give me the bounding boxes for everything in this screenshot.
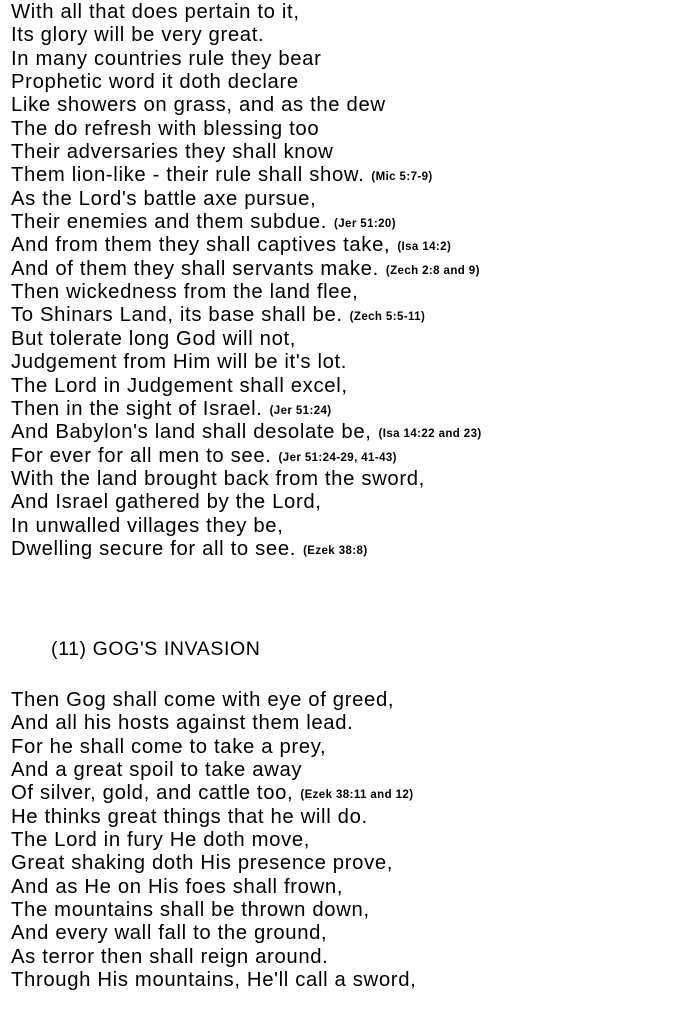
poem-line <box>11 118 683 141</box>
poem-line <box>11 806 683 829</box>
line-text: And of them they shall servants make. <box>11 257 379 280</box>
poem-line <box>11 351 683 374</box>
poem-line <box>11 24 683 47</box>
scripture-reference: (Isa 14:2) <box>397 241 452 254</box>
poem-line <box>11 852 683 875</box>
line-text: To Shinars Land, its base shall be. <box>11 304 343 327</box>
poem-line <box>11 445 683 468</box>
line-text: He thinks great things that he will do. <box>11 805 368 828</box>
line-text: In many countries rule they bear <box>11 47 322 70</box>
line-text: Their enemies and them subdue. <box>11 211 328 234</box>
scripture-reference: (Jer 51:24-29, 41-43) <box>278 451 397 464</box>
line-text: Like showers on grass, and as the dew <box>11 94 386 117</box>
line-text: And every wall fall to the ground, <box>11 922 328 945</box>
line-text: Then in the sight of Israel. <box>11 397 263 420</box>
section-heading: (11) GOG'S INVASION <box>51 638 261 660</box>
line-text: And Israel gathered by the Lord, <box>11 491 322 514</box>
line-text: And all his hosts against them lead. <box>11 712 354 735</box>
scripture-reference: (Isa 14:22 and 23) <box>378 428 482 441</box>
line-text: Its glory will be very great. <box>11 24 265 47</box>
poem-line <box>11 188 683 211</box>
poem-line <box>11 876 683 899</box>
scripture-reference: (Zech 5:5-11) <box>349 311 426 324</box>
line-text: Great shaking doth His presence prove, <box>11 852 394 875</box>
line-text: But tolerate long God will not, <box>11 327 297 350</box>
scripture-reference: (Mic 5:7-9) <box>371 171 433 184</box>
line-text: Then wickedness from the land flee, <box>11 281 359 304</box>
poem-line <box>11 234 683 257</box>
line-text: The do refresh with blessing too <box>11 117 320 140</box>
poem-line <box>11 421 683 444</box>
scripture-reference: (Zech 2:8 and 9) <box>385 264 480 277</box>
poem-line <box>11 829 683 852</box>
line-text: For ever for all men to see. <box>11 444 272 467</box>
poem-line <box>11 515 683 538</box>
line-text: In unwalled villages they be, <box>11 514 284 537</box>
scripture-reference: (Ezek 38:11 and 12) <box>300 789 414 802</box>
poem-line <box>11 398 683 421</box>
line-text: Through His mountains, He'll call a sword, <box>11 969 417 992</box>
line-text: With all that does pertain to it, <box>11 1 300 23</box>
line-text: Their adversaries they shall know <box>11 141 334 164</box>
line-text: The Lord in fury He doth move, <box>11 829 311 852</box>
line-text: The Lord in Judgement shall excel, <box>11 374 348 397</box>
scripture-reference: (Ezek 38:8) <box>303 544 368 557</box>
stanza-2 <box>11 689 683 992</box>
poem-line <box>11 375 683 398</box>
poem-line <box>11 689 683 712</box>
line-text: For he shall come to take a prey, <box>11 735 327 758</box>
poem-line <box>11 946 683 969</box>
line-text: Dwelling secure for all to see. <box>11 537 297 560</box>
poem-line <box>11 304 683 327</box>
poem-line <box>11 736 683 759</box>
poem-line <box>11 922 683 945</box>
line-text: And from them they shall captives take, <box>11 234 391 257</box>
poem-line <box>11 712 683 735</box>
poem-line <box>11 71 683 94</box>
poem-line <box>11 538 683 561</box>
line-text: Them lion-like - their rule shall show. <box>11 164 365 187</box>
line-text: Then Gog shall come with eye of greed, <box>11 689 395 711</box>
line-text: And as He on His foes shall frown, <box>11 875 344 898</box>
line-text: As the Lord's battle axe pursue, <box>11 187 317 210</box>
poem-line <box>11 759 683 782</box>
poem-line <box>11 969 683 992</box>
poem-line <box>11 782 683 805</box>
scripture-reference: (Jer 51:24) <box>269 404 332 417</box>
line-text: The mountains shall be thrown down, <box>11 899 370 922</box>
poem-line <box>11 164 683 187</box>
poem-line <box>11 1 683 24</box>
scripture-reference: (Jer 51:20) <box>334 218 396 231</box>
poem-line <box>11 468 683 491</box>
poem-line <box>11 211 683 234</box>
line-text: And a great spoil to take away <box>11 759 303 782</box>
line-text: Judgement from Him will be it's lot. <box>11 351 348 374</box>
line-text: As terror then shall reign around. <box>11 945 329 968</box>
line-text: Prophetic word it doth declare <box>11 71 299 94</box>
line-text: With the land brought back from the sword, <box>11 467 425 490</box>
line-text: And Babylon's land shall desolate be, <box>11 421 372 444</box>
poem-line <box>11 141 683 164</box>
poem-line <box>11 94 683 117</box>
stanza-1 <box>11 1 683 561</box>
line-text: Of silver, gold, and cattle too, <box>11 782 294 805</box>
poem-line <box>11 899 683 922</box>
poem-line <box>11 48 683 71</box>
poem-line <box>11 491 683 514</box>
poem-line <box>11 258 683 281</box>
poem-line <box>11 281 683 304</box>
poem-line <box>11 328 683 351</box>
